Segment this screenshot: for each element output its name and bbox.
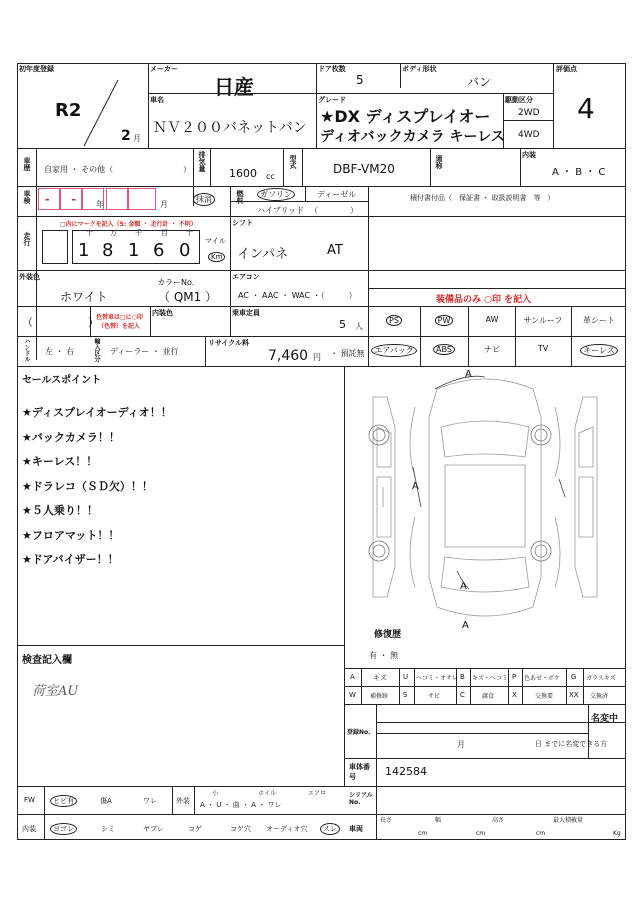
legend-code: S	[403, 691, 408, 699]
int-stain: シミ	[101, 825, 115, 833]
aero-label: エアロ	[308, 790, 327, 797]
mileage-unit-2: 千	[135, 229, 142, 237]
dims-label: 車両	[349, 825, 363, 833]
legend-text: ヘコミ・オサレ	[416, 675, 458, 682]
mileage-digit-0: 1	[78, 240, 90, 261]
legend-text: 交換済	[590, 693, 609, 700]
ext-color-label: 外装色	[19, 273, 40, 281]
insp-year: 年	[96, 200, 104, 209]
sales-point: ★フロアマット！！	[22, 528, 120, 542]
use-text: 自家用 ・ その他（	[44, 165, 114, 174]
reg-month: 2	[121, 128, 131, 144]
mileage-box-blank	[42, 230, 68, 264]
color-no: （ QM1 ）	[158, 290, 218, 304]
recycle-note: ・ 預託無	[330, 349, 365, 358]
int-scuff: スレ	[320, 823, 340, 835]
sales-point: ★キーレス！！	[22, 455, 98, 468]
use-close: ）	[183, 165, 191, 174]
drive-label: 駆動区分	[505, 96, 533, 104]
repair-options: 有 ・ 無	[369, 651, 399, 660]
era-slash	[80, 78, 120, 148]
insp-status: 抹消	[193, 193, 215, 206]
insp-box-4	[106, 188, 128, 210]
inspection-title: 検査記入欄	[22, 655, 72, 666]
mileage-unit-1: 万	[110, 229, 117, 237]
legend-text: 腐食	[482, 693, 495, 700]
import-options: ディーラー ・ 並行	[110, 347, 179, 356]
mileage-unit-mile: マイル	[205, 237, 226, 245]
fuel-label: 燃料	[236, 190, 244, 204]
max-load-label: 最大積載量	[553, 817, 584, 824]
length-label: 長さ	[380, 817, 393, 824]
fuel-hybrid: ハイブリッド	[257, 206, 305, 215]
fw-crack: ヒビ有	[50, 795, 77, 807]
reg-day-label: 日 までに名変できる方	[535, 740, 608, 748]
maker: 日産	[214, 75, 254, 99]
model-code: DBF-VM20	[333, 162, 395, 176]
drive-4wd: 4WD	[518, 130, 540, 140]
insp-dashes: - -	[45, 193, 85, 206]
mileage-digit-3: 6	[153, 240, 165, 261]
legend-code: G	[571, 673, 577, 681]
mileage-digit-4: 0	[179, 240, 191, 261]
mileage-label: 走行	[23, 232, 31, 246]
mileage-note: □内にマークを記入（5: 金額 ・ 走行計 ・ 不明）	[60, 221, 197, 228]
equip-leather: 革シート	[583, 316, 615, 325]
grade-label: グレード	[318, 96, 346, 104]
equip-navi: ナビ	[484, 345, 500, 354]
width-label: 幅	[435, 817, 442, 824]
shift-label: シフト	[232, 219, 253, 227]
int-color-label: 内装色	[152, 309, 173, 317]
ext-color: ホワイト	[60, 290, 108, 304]
interior-grades: A ・ B ・ C	[552, 167, 606, 178]
equip-aw: AW	[485, 315, 499, 324]
height-unit: cm	[536, 830, 546, 837]
car-diagram	[345, 367, 625, 627]
sales-point: ★バックカメラ！！	[22, 430, 120, 444]
fuel-diesel: ディーゼル	[317, 190, 357, 199]
capacity-unit: 人	[355, 322, 363, 331]
displacement: 1600	[229, 167, 257, 180]
damage-mark: A	[412, 481, 419, 492]
color-change-note1: 色替車は□に○印	[96, 314, 143, 321]
disp-unit: cc	[266, 172, 275, 181]
legend-text: 交換要	[535, 693, 554, 700]
inspection-label: 車検	[23, 190, 31, 204]
equip-ps: PS	[372, 315, 416, 326]
chassis-no: 142584	[385, 765, 427, 778]
serial-label: シリアルNo.	[349, 792, 373, 806]
recycle-fee: 7,460	[268, 348, 309, 364]
chassis-label: 車体番号	[349, 763, 370, 781]
equipment-title: 装備品のみ ○印 を記入	[436, 295, 532, 305]
insp-box-5	[128, 188, 156, 210]
fw-scratch: 傷A	[100, 797, 112, 805]
int-dirt: ヨゴレ	[50, 823, 77, 835]
rating-label: 評価点	[556, 65, 577, 73]
damage-mark: A	[465, 369, 472, 380]
model-name: ＮＶ２００バネットバン	[153, 120, 307, 136]
mileage-unit-0: 十	[86, 229, 93, 237]
legend-code: U	[403, 673, 409, 681]
rating: 4	[577, 92, 595, 125]
height-label: 高さ	[492, 817, 505, 824]
length-unit: cm	[418, 830, 428, 837]
mileage-unit-3: 百	[161, 229, 168, 237]
body-label: ボディ形状	[402, 65, 437, 73]
legend-text: 色あせ・ボケ	[524, 675, 561, 682]
fuel-other: （ ）	[310, 206, 358, 215]
type-label: 型式	[289, 155, 297, 169]
insp-month: 月	[160, 200, 168, 209]
grade-line1: ★DX ディスプレイオー	[320, 107, 491, 126]
wheel-label: ホイル	[258, 790, 277, 797]
drive-2wd: 2WD	[518, 108, 540, 118]
first-reg-label: 初年度登録	[19, 65, 54, 73]
use-label: 車歴	[23, 157, 31, 171]
doors-label: ドア枚数	[318, 65, 346, 73]
ac-label: エアコン	[232, 273, 260, 281]
import-label: 輸入区分	[93, 338, 100, 362]
size-small: 小	[212, 790, 219, 797]
damage-mark: A	[462, 620, 469, 631]
legend-code: X	[512, 691, 517, 699]
legend-text: サビ	[428, 693, 441, 700]
legend-code: B	[460, 673, 465, 681]
color-no-label: カラーNo.	[157, 278, 195, 287]
damage-mark: A	[460, 581, 467, 592]
ext-damage-options: A ・ U ・ 曲 ・ A ・ ワレ	[200, 801, 282, 809]
legend-code: XX	[569, 691, 579, 699]
recycle-label: リサイクル料	[208, 339, 250, 347]
int-damage-label: 内装	[22, 825, 36, 833]
equip-abs: ABS	[422, 344, 466, 355]
fuel-gas: ガソリン	[257, 188, 295, 201]
max-load-unit: Kg	[613, 830, 621, 837]
name-change-label: 名変中	[591, 714, 619, 724]
transmission: AT	[327, 243, 343, 258]
ac-options: AC ・ AAC ・ WAC ・（ ）	[238, 291, 357, 300]
fw-label: FW	[24, 796, 35, 804]
legend-text: キズ	[373, 674, 387, 682]
sales-point: ★ディスプレイオーディオ！！	[22, 406, 172, 419]
ext-damage-label: 外装	[176, 797, 190, 805]
disp-label: 排気量	[198, 151, 206, 172]
equip-tv: TV	[537, 344, 549, 353]
sales-title: セールスポイント	[22, 375, 102, 386]
km-label: Km	[208, 252, 225, 262]
equip-airbag: エアバック	[370, 344, 418, 357]
era-year: R2	[55, 100, 82, 121]
legend-text: 補修跡	[370, 693, 389, 700]
reg-no-label: 登録No.	[347, 729, 371, 736]
sales-point: ★ドラレコ（ＳＤ欠）！！	[22, 479, 153, 493]
interior-label: 内装	[522, 151, 536, 159]
legend-text: キズ・ヘコミ	[472, 675, 508, 682]
reg-month-label: 月	[457, 740, 465, 749]
mileage-digit-1: 8	[102, 240, 114, 261]
model-label: 車名	[150, 96, 164, 104]
equip-pw: PW	[422, 315, 466, 326]
recycle-unit: 円	[313, 353, 321, 362]
equip-keyless: キーレス	[573, 344, 625, 357]
capacity-label: 乗車定員	[232, 309, 260, 317]
shift-position: インパネ	[237, 247, 289, 262]
int-burn-hole: コゲ穴	[230, 825, 251, 833]
reg-month-unit: 月	[133, 134, 141, 143]
sales-points-list	[22, 401, 172, 573]
int-tear: ヤブレ	[143, 825, 164, 833]
sales-point: ★ドアバイザー！！	[22, 553, 119, 566]
maker-label: メーカー	[150, 65, 178, 73]
legend-code: C	[460, 691, 465, 699]
inspection-note: 荷室AU	[32, 684, 79, 699]
grade-line2: ディオバックカメラ キーレス	[320, 129, 505, 145]
width-unit: cm	[476, 830, 486, 837]
sales-point: ★５人乗り！！	[22, 504, 98, 517]
legend-text: ガラスキズ	[586, 675, 616, 682]
door-count-label: 通称	[435, 155, 443, 169]
doors: 5	[356, 73, 364, 87]
handle-label: ハンドル	[23, 338, 30, 362]
legend-code: A	[350, 673, 355, 681]
int-burn: コゲ	[188, 825, 202, 833]
int-audio-hole: オーディオ穴	[266, 825, 308, 833]
color-change-note2: （色替）を記入	[98, 323, 141, 330]
color-change-paren: （ ）	[22, 316, 99, 329]
legend-code: W	[349, 691, 356, 699]
equipment-docs: 積付書付品（ 保証書 ・ 取扱説明書 等 ）	[410, 194, 555, 202]
mileage-unit-4: 十	[186, 229, 193, 237]
repair-label: 修復歴	[374, 630, 402, 640]
handle-options: 左 ・ 右	[45, 347, 75, 356]
fw-break: ワレ	[143, 797, 157, 805]
equip-sunroof: サンルーフ	[523, 316, 563, 325]
body-type: バン	[467, 75, 492, 89]
capacity: 5	[339, 318, 346, 331]
legend-code: P	[512, 673, 517, 681]
mileage-digit-2: 1	[128, 240, 140, 261]
